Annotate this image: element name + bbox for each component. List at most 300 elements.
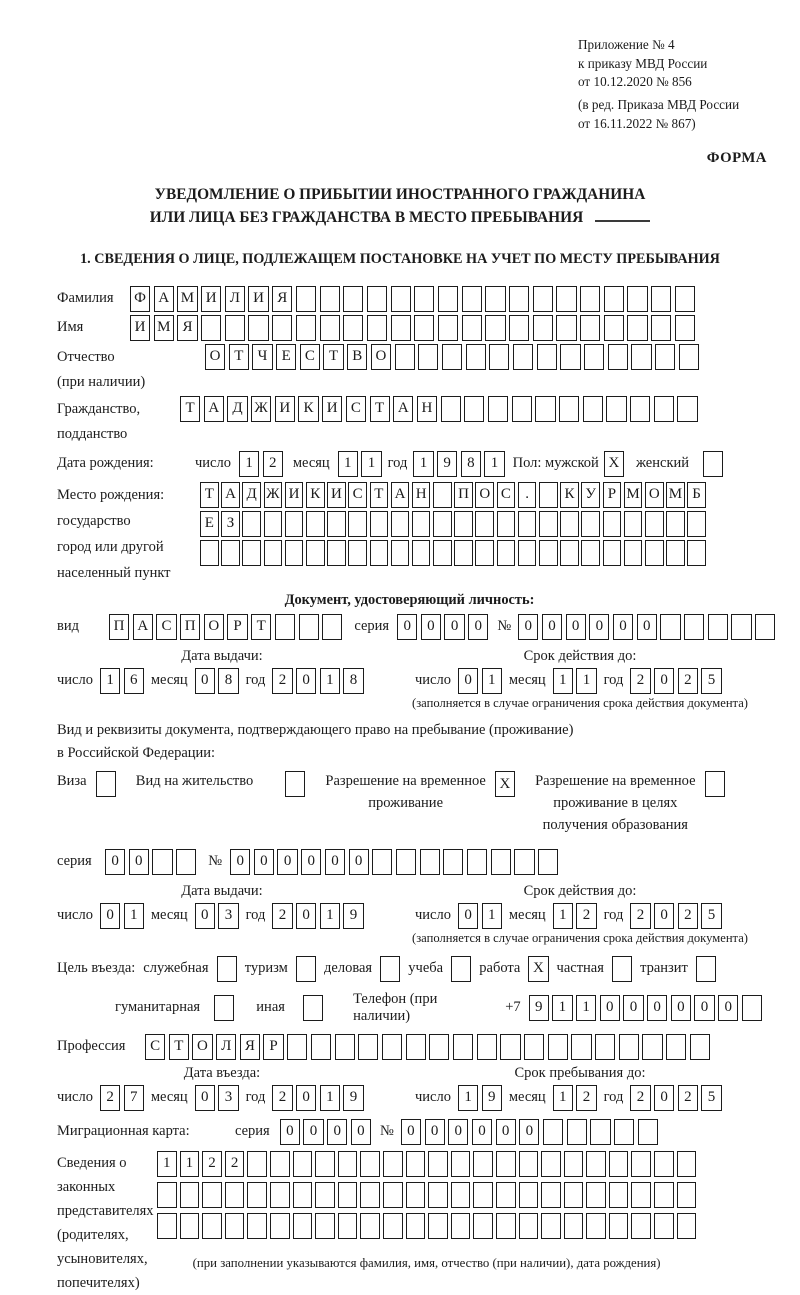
purpose-other-checkbox [303, 995, 323, 1021]
char-box: 2 [272, 903, 292, 929]
char-box [590, 1119, 610, 1145]
char-box: 2 [678, 668, 698, 694]
char-box [438, 315, 458, 341]
char-box: А [221, 482, 240, 508]
char-box [677, 1182, 697, 1208]
char-box: С [145, 1034, 165, 1060]
purpose-official-label: служебная [143, 960, 209, 977]
char-box [247, 1213, 267, 1239]
char-box [451, 1213, 471, 1239]
char-box [535, 396, 555, 422]
char-box: . [518, 482, 537, 508]
temp-residence-label: Разрешение на временное проживание [325, 773, 486, 812]
char-box [539, 540, 558, 566]
char-box [383, 1213, 403, 1239]
birth-place-label: населенный пункт [57, 564, 171, 581]
surname-boxes [130, 286, 695, 312]
representatives-label: Сведения о [57, 1154, 127, 1171]
month-label: месяц [150, 1089, 188, 1106]
residence-number-label: № [208, 853, 223, 870]
char-box [485, 286, 505, 312]
char-box: 7 [124, 1085, 144, 1111]
char-box [485, 315, 505, 341]
char-box: 9 [437, 451, 457, 477]
birth-day-boxes [239, 451, 283, 477]
phone-prefix: +7 [505, 999, 521, 1016]
representatives-label: (родителях, [57, 1226, 129, 1243]
char-box: И [285, 482, 304, 508]
char-box [380, 956, 400, 982]
representatives-boxes-3 [157, 1213, 696, 1239]
char-box: 0 [425, 1119, 445, 1145]
gender-female-label: женский [635, 455, 690, 472]
entry-day [100, 1085, 144, 1111]
birth-place-label: Место рождения: [57, 486, 165, 503]
id-doc-number-boxes [518, 614, 775, 640]
char-box [548, 1034, 568, 1060]
char-box: 1 [361, 451, 381, 477]
char-box: 1 [320, 903, 340, 929]
char-box [315, 1213, 335, 1239]
char-box [441, 396, 461, 422]
char-box [627, 315, 647, 341]
birth-year-boxes [413, 451, 504, 477]
char-box [666, 511, 685, 537]
char-box: 1 [484, 451, 504, 477]
char-box: 0 [718, 995, 738, 1021]
residence-permit-label: Вид на жительство [135, 773, 254, 790]
char-box [533, 315, 553, 341]
char-box [519, 1213, 539, 1239]
char-box [677, 1151, 697, 1177]
char-box [477, 1034, 497, 1060]
char-box [604, 315, 624, 341]
char-box [630, 396, 650, 422]
char-box: 0 [589, 614, 609, 640]
validity-note: (заполняется в случае ограничения срока действия документа) [412, 695, 748, 710]
char-box [451, 1182, 471, 1208]
char-box: 1 [553, 668, 573, 694]
day-label: число [57, 1089, 93, 1106]
char-box [624, 511, 643, 537]
char-box: 9 [343, 1085, 363, 1111]
char-box [343, 286, 363, 312]
char-box [675, 315, 695, 341]
char-box: 1 [413, 451, 433, 477]
id-valid-day [458, 668, 502, 694]
char-box [264, 540, 283, 566]
char-box [429, 1034, 449, 1060]
residence-doc-options [57, 771, 762, 836]
char-box: Р [603, 482, 622, 508]
char-box [327, 511, 346, 537]
char-box [755, 614, 775, 640]
char-box [152, 849, 172, 875]
birth-month-boxes [338, 451, 382, 477]
char-box: 2 [100, 1085, 120, 1111]
stay-day [458, 1085, 502, 1111]
char-box [654, 1182, 674, 1208]
char-box [293, 1151, 313, 1177]
char-box [500, 1034, 520, 1060]
char-box: Т [169, 1034, 189, 1060]
char-box [367, 286, 387, 312]
char-box [581, 511, 600, 537]
char-box [428, 1213, 448, 1239]
char-box [428, 1182, 448, 1208]
representatives-boxes-1 [157, 1151, 696, 1177]
phone-label: Телефон (при наличии) [353, 990, 438, 1024]
char-box [464, 396, 484, 422]
char-box [564, 1151, 584, 1177]
residence-number-boxes [230, 849, 558, 875]
valid-until-heading: Срок действия до: [523, 882, 637, 899]
form-title [0, 183, 800, 229]
char-box [603, 511, 622, 537]
appendix-line: к приказу МВД России [578, 55, 708, 71]
purpose-private-checkbox [612, 956, 632, 982]
char-box: А [393, 396, 413, 422]
char-box [654, 1213, 674, 1239]
char-box [454, 511, 473, 537]
char-box: 0 [468, 614, 488, 640]
birth-date-row [57, 451, 762, 477]
char-box [327, 540, 346, 566]
char-box: 0 [472, 1119, 492, 1145]
char-box: Т [180, 396, 200, 422]
char-box [677, 1213, 697, 1239]
char-box [731, 614, 751, 640]
char-box [539, 511, 558, 537]
char-box: 2 [630, 668, 650, 694]
id-issue-month [195, 668, 239, 694]
given-name-boxes [130, 315, 695, 341]
birth-place-boxes-3 [200, 540, 706, 566]
char-box [496, 1213, 516, 1239]
char-box [564, 1213, 584, 1239]
char-box [466, 344, 486, 370]
char-box: Р [263, 1034, 283, 1060]
char-box [631, 1182, 651, 1208]
char-box: X [604, 451, 624, 477]
char-box: С [300, 344, 320, 370]
representatives-boxes-2 [157, 1182, 696, 1208]
char-box: О [205, 344, 225, 370]
char-box [497, 511, 516, 537]
res-issue-month [195, 903, 239, 929]
char-box [708, 614, 728, 640]
surname-label: Фамилия [57, 290, 114, 307]
char-box: 0 [195, 668, 215, 694]
char-box: 0 [301, 849, 321, 875]
char-box: 1 [320, 668, 340, 694]
char-box [631, 1213, 651, 1239]
char-box [571, 1034, 591, 1060]
char-box [638, 1119, 658, 1145]
residence-intro-line1: Вид и реквизиты документа, подтверждающего право на пребывание (проживание) [57, 721, 574, 738]
char-box: А [204, 396, 224, 422]
res-valid-year [630, 903, 721, 929]
char-box [660, 614, 680, 640]
citizenship-label: Гражданство, [57, 400, 141, 417]
char-box [651, 286, 671, 312]
char-box [242, 511, 261, 537]
char-box [512, 396, 532, 422]
residence-intro-line2: в Российской Федерации: [57, 745, 216, 762]
char-box [675, 286, 695, 312]
char-box [293, 1213, 313, 1239]
birth-place-label: город или другой [57, 538, 164, 555]
char-box [214, 995, 234, 1021]
char-box: Б [687, 482, 706, 508]
char-box [303, 995, 323, 1021]
day-label: число [415, 1089, 451, 1106]
char-box [604, 286, 624, 312]
char-box [489, 344, 509, 370]
char-box [541, 1182, 561, 1208]
form-body [0, 268, 800, 1295]
char-box [296, 286, 316, 312]
migration-card-row [57, 1119, 762, 1145]
char-box: 0 [303, 1119, 323, 1145]
char-box [475, 511, 494, 537]
issue-date-heading: Дата выдачи: [181, 647, 263, 664]
purpose-business-label: деловая [324, 960, 373, 977]
char-box: 0 [458, 668, 478, 694]
char-box: И [275, 396, 295, 422]
char-box: 0 [458, 903, 478, 929]
char-box [275, 614, 295, 640]
char-box: 0 [518, 614, 538, 640]
char-box [391, 540, 410, 566]
char-box [496, 1151, 516, 1177]
char-box [270, 1182, 290, 1208]
char-box [473, 1182, 493, 1208]
char-box [451, 956, 471, 982]
char-box: 0 [100, 903, 120, 929]
char-box: 2 [272, 668, 292, 694]
char-box [606, 396, 626, 422]
purpose-study-checkbox [451, 956, 471, 982]
year-label: год [603, 907, 624, 924]
char-box: 0 [637, 614, 657, 640]
char-box [382, 1034, 402, 1060]
title-blank-underline [595, 207, 650, 222]
entry-month [195, 1085, 239, 1111]
year-label: год [245, 672, 266, 689]
char-box [609, 1151, 629, 1177]
visa-option [57, 771, 116, 797]
char-box [360, 1182, 380, 1208]
char-box: А [391, 482, 410, 508]
char-box: В [347, 344, 367, 370]
char-box [462, 315, 482, 341]
char-box [539, 482, 558, 508]
char-box [608, 344, 628, 370]
char-box: 0 [195, 903, 215, 929]
char-box: Д [227, 396, 247, 422]
purpose-transit-label: транзит [640, 960, 688, 977]
char-box: Т [200, 482, 219, 508]
char-box: Н [417, 396, 437, 422]
char-box [360, 1151, 380, 1177]
char-box [395, 344, 415, 370]
char-box [412, 511, 431, 537]
day-label: число [195, 455, 231, 472]
char-box [272, 315, 292, 341]
char-box: 9 [529, 995, 549, 1021]
char-box: С [497, 482, 516, 508]
day-label: число [415, 672, 451, 689]
char-box [488, 396, 508, 422]
id-valid-year [630, 668, 721, 694]
residence-series-label: серия [57, 853, 92, 870]
char-box [690, 1034, 710, 1060]
char-box [157, 1182, 177, 1208]
id-doc-type-label: вид [57, 618, 79, 635]
char-box: Ф [130, 286, 150, 312]
char-box [560, 344, 580, 370]
char-box: О [192, 1034, 212, 1060]
char-box: X [528, 956, 548, 982]
char-box [414, 315, 434, 341]
char-box: С [346, 396, 366, 422]
char-box [343, 315, 363, 341]
char-box [270, 1151, 290, 1177]
char-box: 5 [701, 668, 721, 694]
day-label: число [57, 672, 93, 689]
char-box: 1 [100, 668, 120, 694]
char-box [348, 511, 367, 537]
month-label: месяц [150, 672, 188, 689]
char-box [519, 1182, 539, 1208]
purpose-tourism-label: туризм [244, 960, 288, 977]
char-box [462, 286, 482, 312]
edition-line: от 16.11.2022 № 867) [578, 115, 696, 131]
char-box [248, 315, 268, 341]
char-box [560, 511, 579, 537]
char-box: О [371, 344, 391, 370]
edition-line: (в ред. Приказа МВД России [578, 97, 740, 113]
migration-card-label: Миграционная карта: [57, 1123, 190, 1140]
char-box [406, 1151, 426, 1177]
char-box: 0 [647, 995, 667, 1021]
year-label: год [387, 455, 408, 472]
entry-date-heading: Дата въезда: [183, 1064, 261, 1081]
migration-series-label: серия [235, 1123, 270, 1140]
char-box: 0 [654, 668, 674, 694]
appendix-header [578, 36, 800, 134]
char-box: 9 [343, 903, 363, 929]
char-box [586, 1213, 606, 1239]
patronymic-sublabel: (при наличии) [57, 373, 146, 390]
char-box [299, 614, 319, 640]
char-box: О [645, 482, 664, 508]
char-box [202, 1213, 222, 1239]
char-box [654, 1151, 674, 1177]
char-box: П [109, 614, 129, 640]
char-box [296, 956, 316, 982]
char-box: И [130, 315, 150, 341]
char-box [513, 344, 533, 370]
char-box [396, 849, 416, 875]
patronymic-boxes [205, 344, 699, 370]
char-box [642, 1034, 662, 1060]
char-box [311, 1034, 331, 1060]
char-box: 0 [254, 849, 274, 875]
char-box [609, 1182, 629, 1208]
char-box: Я [272, 286, 292, 312]
char-box [348, 540, 367, 566]
stay-month [553, 1085, 597, 1111]
patronymic-row [57, 344, 762, 393]
char-box [581, 540, 600, 566]
char-box: А [133, 614, 153, 640]
year-label: год [603, 672, 624, 689]
char-box: 9 [482, 1085, 502, 1111]
valid-until-heading: Срок действия до: [523, 647, 637, 664]
char-box: 5 [701, 903, 721, 929]
char-box [306, 540, 325, 566]
char-box: Д [242, 482, 261, 508]
char-box [624, 540, 643, 566]
char-box: 1 [482, 903, 502, 929]
char-box: 1 [576, 995, 596, 1021]
char-box [666, 540, 685, 566]
char-box [157, 1213, 177, 1239]
visa-checkbox [96, 771, 116, 797]
purpose-other-label: иная [256, 999, 285, 1016]
purpose-row-2 [57, 991, 762, 1025]
char-box [418, 344, 438, 370]
char-box [451, 1151, 471, 1177]
char-box: 0 [694, 995, 714, 1021]
entry-year [272, 1085, 363, 1111]
char-box [306, 511, 325, 537]
residence-dates [57, 883, 762, 929]
stay-until-heading: Срок пребывания до: [514, 1064, 646, 1081]
char-box: 0 [397, 614, 417, 640]
res-issue-year [272, 903, 363, 929]
char-box [467, 849, 487, 875]
purpose-study-label: учеба [408, 960, 444, 977]
char-box [586, 1151, 606, 1177]
char-box: О [204, 614, 224, 640]
temp-residence-option [325, 771, 515, 815]
res-issue-day [100, 903, 144, 929]
temp-residence-edu-label: Разрешение на временное проживание в целях получения образования [535, 773, 696, 833]
residence-series-boxes [105, 849, 196, 875]
representatives-label: представителях [57, 1202, 154, 1219]
char-box: Т [323, 344, 343, 370]
char-box: 2 [576, 903, 596, 929]
birth-place-label: государство [57, 512, 131, 529]
birth-place-boxes-1 [200, 482, 706, 508]
char-box [559, 396, 579, 422]
char-box: 8 [343, 668, 363, 694]
char-box [580, 315, 600, 341]
id-doc-heading: Документ, удостоверяющий личность: [284, 591, 535, 608]
char-box [538, 849, 558, 875]
char-box: 3 [218, 1085, 238, 1111]
char-box: 1 [482, 668, 502, 694]
char-box [442, 344, 462, 370]
entry-stay-dates [57, 1065, 762, 1111]
char-box: 2 [576, 1085, 596, 1111]
char-box: И [201, 286, 221, 312]
char-box [202, 1182, 222, 1208]
birth-place-row [57, 482, 762, 586]
